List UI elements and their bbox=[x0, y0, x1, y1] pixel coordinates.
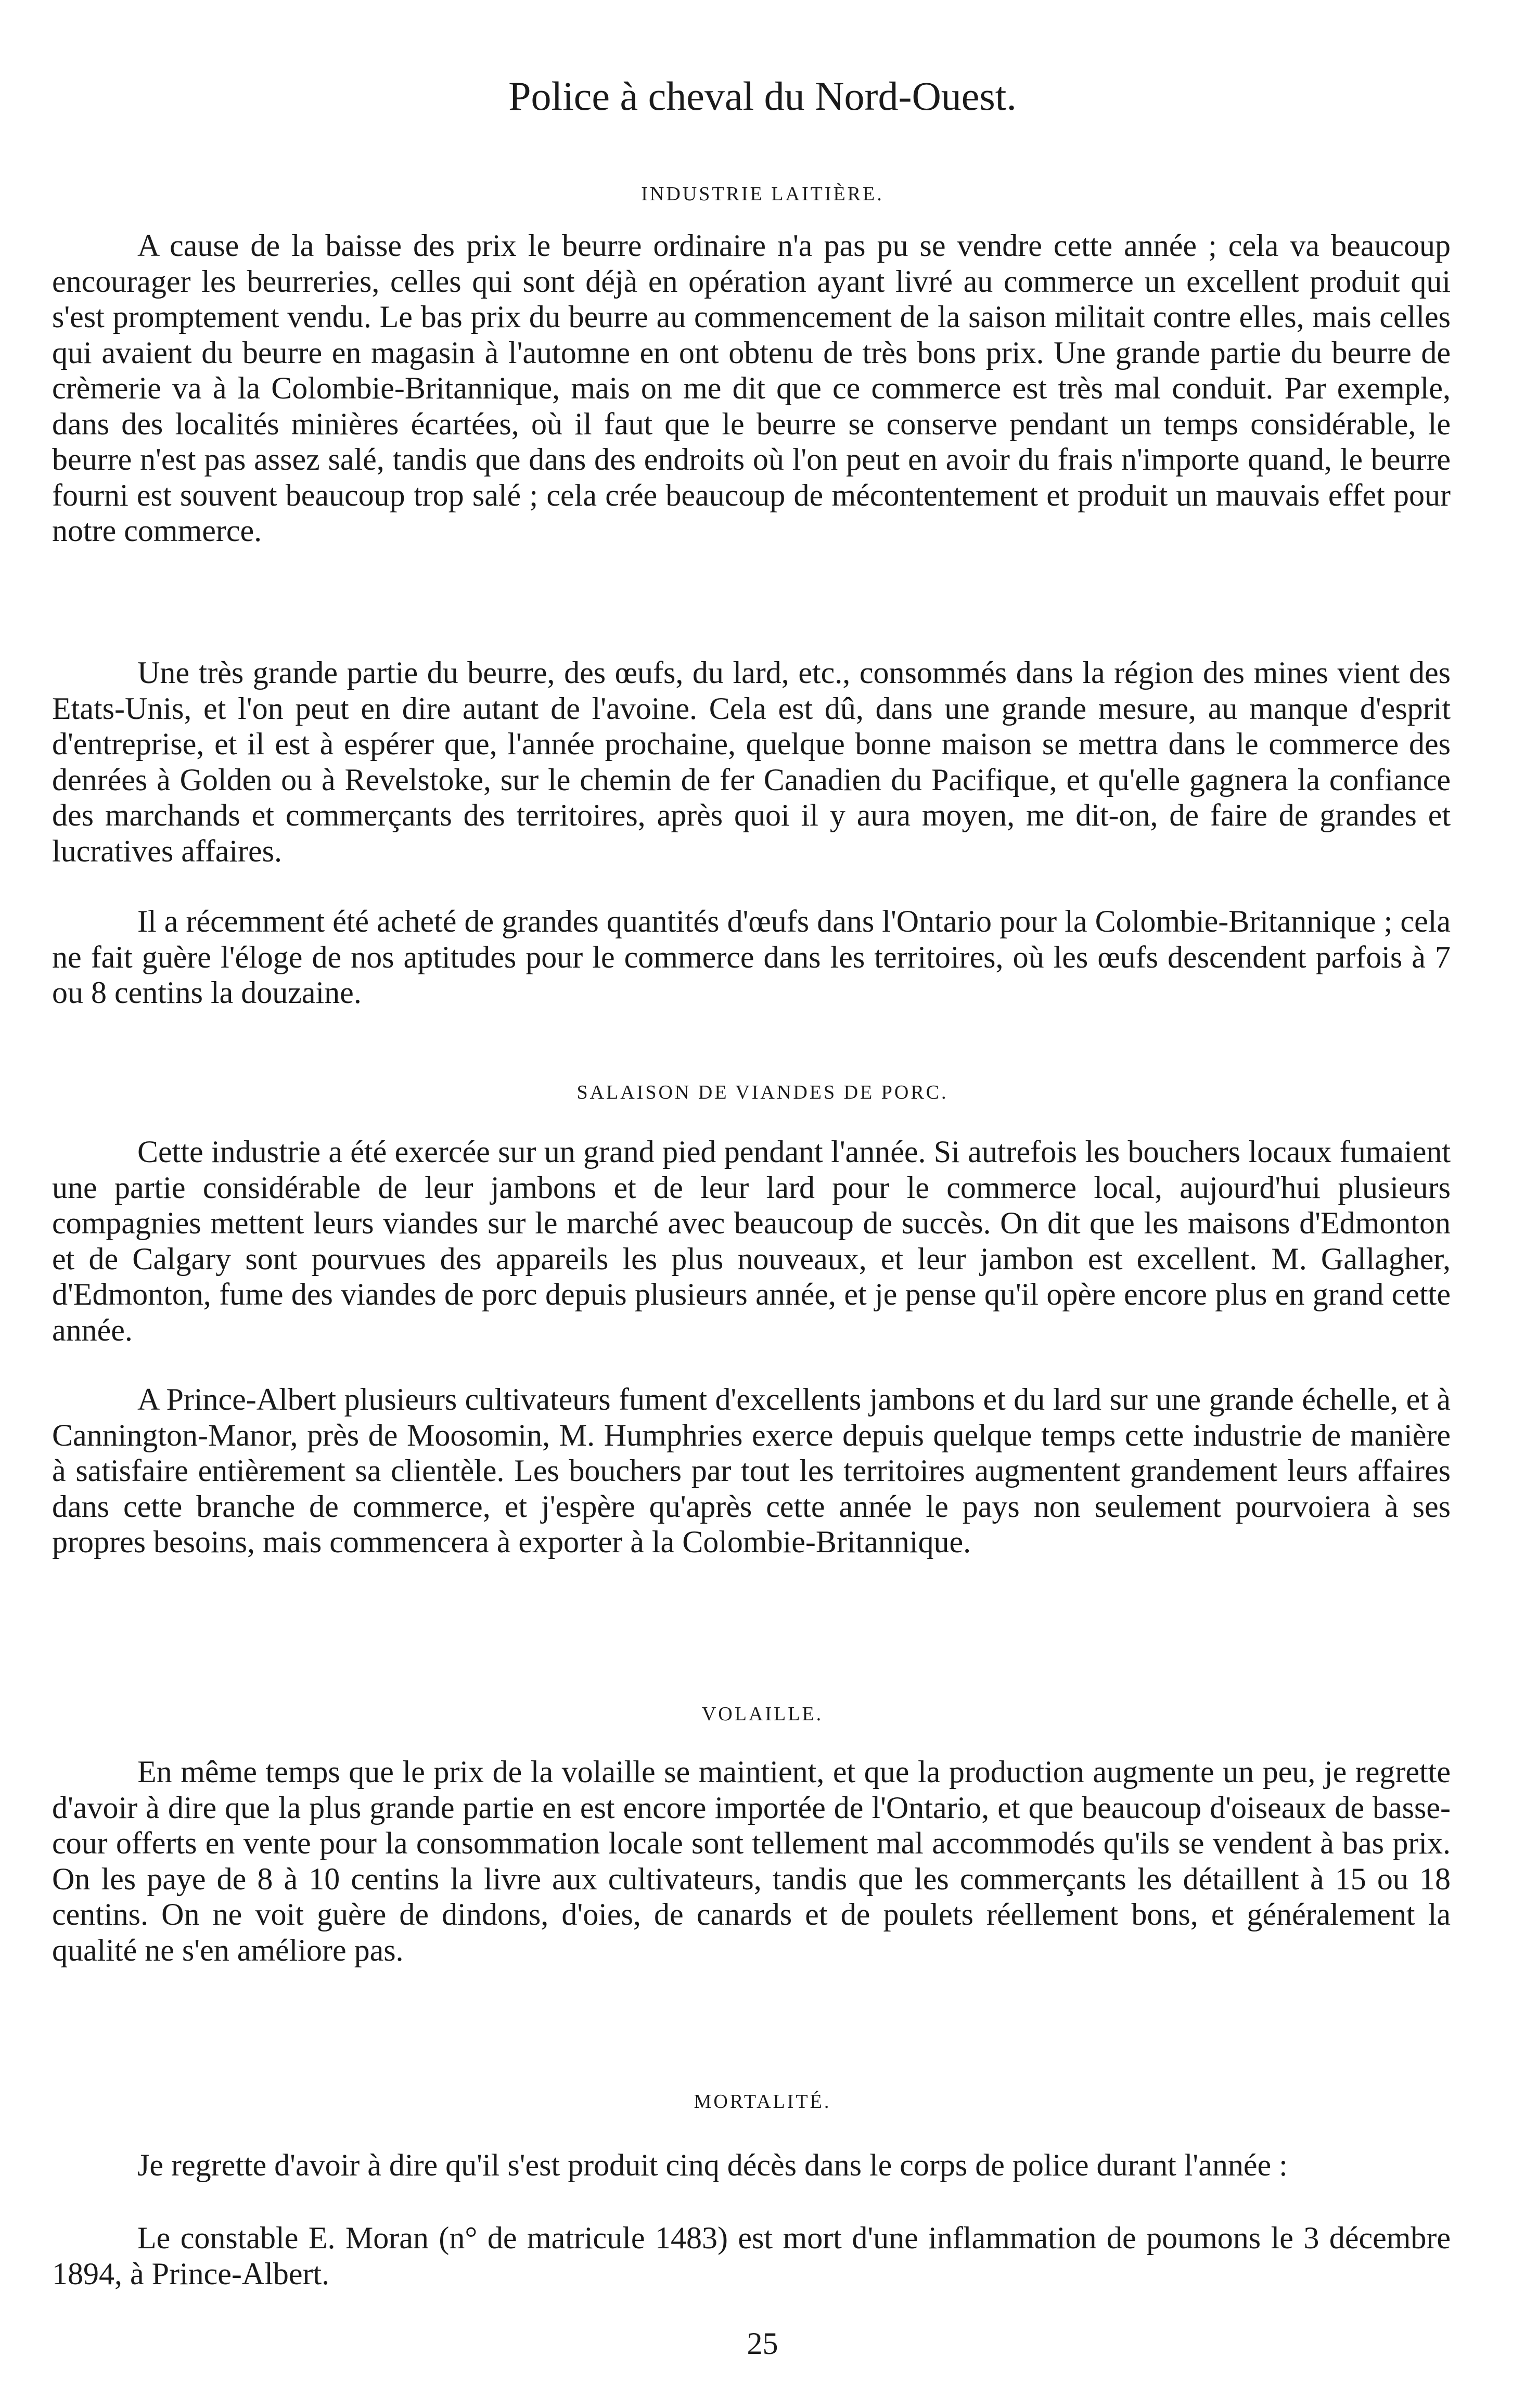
paragraph: A cause de la baisse des prix le beurre ordinaire n'a pas pu se vendre cette année ; cela va beaucoup encourager les beurreries, celles qui sont déjà en opération ayant livré au commerce un excellent produit qui s'est promptement vendu. Le bas prix du beurre au commencement de la saison militait contre elles, mais celles qui avaient du beurre en magasin à l'automne en ont obtenu de très bons prix. Une grande partie du beurre de crèmerie va à la Colombie-Britannique, mais on me dit que ce commerce est très mal conduit. Par exemple, dans des localités minières écartées, où il faut que le beurre se conserve pendant un temps considérable, le beurre n'est pas assez salé, tandis que dans des endroits où l'on peut en avoir du frais n'importe quand, le beurre fourni est souvent beaucoup trop salé ; cela crée beaucoup de mécontentement et produit un mauvais effet pour notre commerce. bbox=[52, 228, 1451, 548]
paragraph: Une très grande partie du beurre, des œufs, du lard, etc., consommés dans la région des mines vient des Etats-Unis, et l'on peut en dire autant de l'avoine. Cela est dû, dans une grande mesure, au manque d'esprit d'entreprise, et il est à espérer que, l'année prochaine, quelque bonne maison se mettra dans le commerce des denrées à Golden ou à Revelstoke, sur le chemin de fer Canadien du Pacifique, et qu'elle gagnera la confiance des marchands et commerçants des territoires, après quoi il y aura moyen, me dit-on, de faire de grandes et lucratives affaires. bbox=[52, 655, 1451, 868]
page-number: 25 bbox=[747, 2326, 778, 2361]
section-heading-volaille: VOLAILLE. bbox=[701, 1703, 824, 1725]
section-heading-mortalite: MORTALITÉ. bbox=[694, 2091, 831, 2113]
paragraph: Cette industrie a été exercée sur un grand pied pendant l'année. Si autrefois les bouchers locaux fumaient une partie considérable de leur jambons et de leur lard pour le commerce local, aujourd'hui plusieurs compagnies mettent leurs viandes sur le marché avec beaucoup de succès. On dit que les maisons d'Edmonton et de Calgary sont pourvues des appareils les plus nouveaux, et leur jambon est excellent. M. Gallagher, d'Edmonton, fume des viandes de porc depuis plusieurs année, et je pense qu'il opère encore plus en grand cette année. bbox=[52, 1135, 1451, 1347]
paragraph: A Prince-Albert plusieurs cultivateurs fument d'excellents jambons et du lard sur une grande échelle, et à Cannington-Manor, près de Moosomin, M. Humphries exerce depuis quelque temps cette industrie de manière à satisfaire entièrement sa clientèle. Les bouchers par tout les territoires augmentent grandement leurs affaires dans cette branche de commerce, et j'espère qu'après cette année le pays non seulement pourvoiera à ses propres besoins, mais commencera à exporter à la Colombie-Britannique. bbox=[52, 1382, 1451, 1559]
paragraph: Le constable E. Moran (n° de matricule 1483) est mort d'une inflammation de poumons le 3 décembre 1894, à Prince-Albert. bbox=[52, 2221, 1451, 2291]
section-heading-salaison-de-viandes-de-porc: SALAISON DE VIANDES DE PORC. bbox=[576, 1081, 949, 1103]
paragraph: Il a récemment été acheté de grandes quantités d'œufs dans l'Ontario pour la Colombie-Britannique ; cela ne fait guère l'éloge de nos aptitudes pour le commerce dans les territoires, où les œufs descendent parfois à 7 ou 8 centins la douzaine. bbox=[52, 904, 1451, 1010]
paragraph: Je regrette d'avoir à dire qu'il s'est produit cinq décès dans le corps de police durant l'année : bbox=[137, 2148, 1288, 2182]
section-heading-industrie-laitiere: INDUSTRIE LAITIÈRE. bbox=[641, 183, 884, 205]
paragraph: En même temps que le prix de la volaille se maintient, et que la production augmente un peu, je regrette d'avoir à dire que la plus grande partie en est encore importée de l'Ontario, et que beaucoup d'oiseaux de basse-cour offerts en vente pour la consommation locale sont tellement mal accommodés qu'ils se vendent à bas prix. On les paye de 8 à 10 centins la livre aux cultivateurs, tandis que les commerçants les détaillent à 15 ou 18 centins. On ne voit guère de dindons, d'oies, de canards et de poulets réellement bons, et généralement la qualité ne s'en améliore pas. bbox=[52, 1755, 1451, 1967]
page-title: Police à cheval du Nord-Ouest. bbox=[508, 73, 1017, 119]
